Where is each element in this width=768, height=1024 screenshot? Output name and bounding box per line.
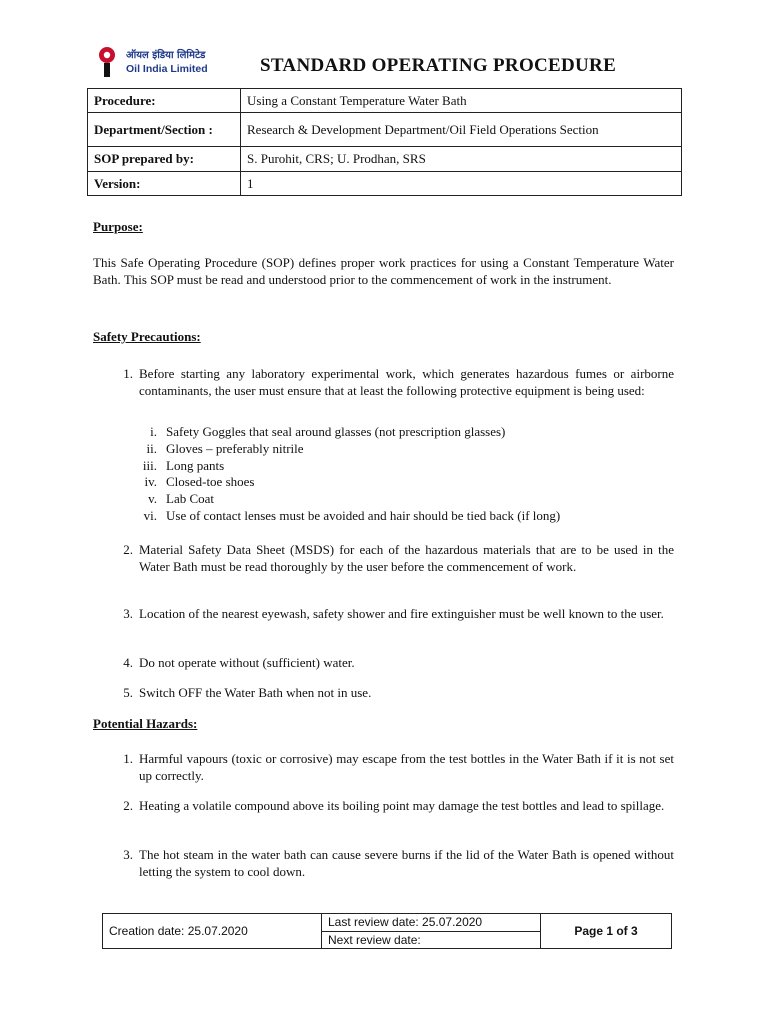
page-number: Page 1 of 3	[541, 914, 672, 949]
sub-list-text: Use of contact lenses must be avoided and hair should be tied back (if long)	[166, 508, 561, 523]
info-value: Research & Development Department/Oil Field Operations Section	[241, 113, 682, 147]
sub-list-text: Gloves – preferably nitrile	[166, 441, 304, 456]
sub-list-text: Lab Coat	[166, 491, 215, 506]
info-value: Using a Constant Temperature Water Bath	[241, 89, 682, 113]
logo-hindi-text: ऑयल इंडिया लिमिटेड	[126, 50, 206, 61]
safety-heading: Safety Precautions:	[93, 329, 201, 344]
sop-info-table	[87, 88, 682, 196]
purpose-heading: Purpose:	[93, 219, 143, 234]
next-review-date: Next review date:	[322, 931, 541, 949]
oil-india-logo	[96, 46, 208, 80]
list-text: Do not operate without (sufficient) water.	[139, 655, 355, 670]
list-text: Harmful vapours (toxic or corrosive) may escape from the test bottles in the Water Bath if it is not set up correctly.	[139, 751, 674, 783]
page-title: STANDARD OPERATING PROCEDURE	[260, 55, 617, 76]
list-number: 4.	[123, 655, 133, 670]
creation-date: Creation date: 25.07.2020	[103, 914, 322, 949]
logo-icon	[96, 46, 118, 78]
list-number: 3.	[123, 606, 133, 621]
list-text: Heating a volatile compound above its boiling point may damage the test bottles and lead to spillage.	[139, 798, 665, 813]
list-number: 5.	[123, 685, 133, 700]
list-number: 3.	[123, 847, 133, 862]
info-key: SOP prepared by:	[88, 147, 241, 172]
list-text: Before starting any laboratory experimental work, which generates hazardous fumes or airborne contaminants, the user must ensure that at least the following protective equipment is being used:	[139, 366, 674, 398]
sub-list-number: iv.	[144, 474, 157, 489]
info-value: S. Purohit, CRS; U. Prodhan, SRS	[241, 147, 682, 172]
sub-list-number: iii.	[142, 458, 157, 473]
table-row	[88, 89, 682, 113]
list-number: 1.	[123, 751, 133, 766]
sub-list-text: Closed-toe shoes	[166, 474, 255, 489]
sub-list-number: i.	[150, 424, 157, 439]
list-text: Switch OFF the Water Bath when not in use.	[139, 685, 372, 700]
list-text: The hot steam in the water bath can cause severe burns if the lid of the Water Bath is opened without letting the system to cool down.	[139, 847, 674, 879]
logo-english-text: Oil India Limited	[126, 63, 208, 75]
info-key: Department/Section :	[88, 113, 241, 147]
sub-list-number: vi.	[143, 508, 157, 523]
hazards-heading: Potential Hazards:	[93, 716, 198, 731]
list-text: Material Safety Data Sheet (MSDS) for each of the hazardous materials that are to be used in the Water Bath must be read thoroughly by the user before the commencement of work.	[139, 542, 674, 574]
sub-list-number: v.	[148, 491, 157, 506]
list-number: 1.	[123, 366, 133, 381]
table-row	[88, 172, 682, 196]
sub-list-text: Safety Goggles that seal around glasses (not prescription glasses)	[166, 424, 506, 439]
info-value: 1	[241, 172, 682, 196]
table-row	[88, 113, 682, 147]
purpose-text: This Safe Operating Procedure (SOP) defines proper work practices for using a Constant Temperature Water Bath. This SOP must be read and understood prior to the commencement of work in the instrument.	[93, 255, 674, 287]
list-number: 2.	[123, 542, 133, 557]
sub-list-number: ii.	[146, 441, 157, 456]
footer-row	[103, 914, 672, 932]
list-number: 2.	[123, 798, 133, 813]
info-key: Version:	[88, 172, 241, 196]
table-row	[88, 147, 682, 172]
last-review-date: Last review date: 25.07.2020	[322, 914, 541, 932]
info-key: Procedure:	[88, 89, 241, 113]
list-text: Location of the nearest eyewash, safety shower and fire extinguisher must be well known to the user.	[139, 606, 664, 621]
footer-table	[102, 913, 672, 949]
sub-list-text: Long pants	[166, 458, 225, 473]
